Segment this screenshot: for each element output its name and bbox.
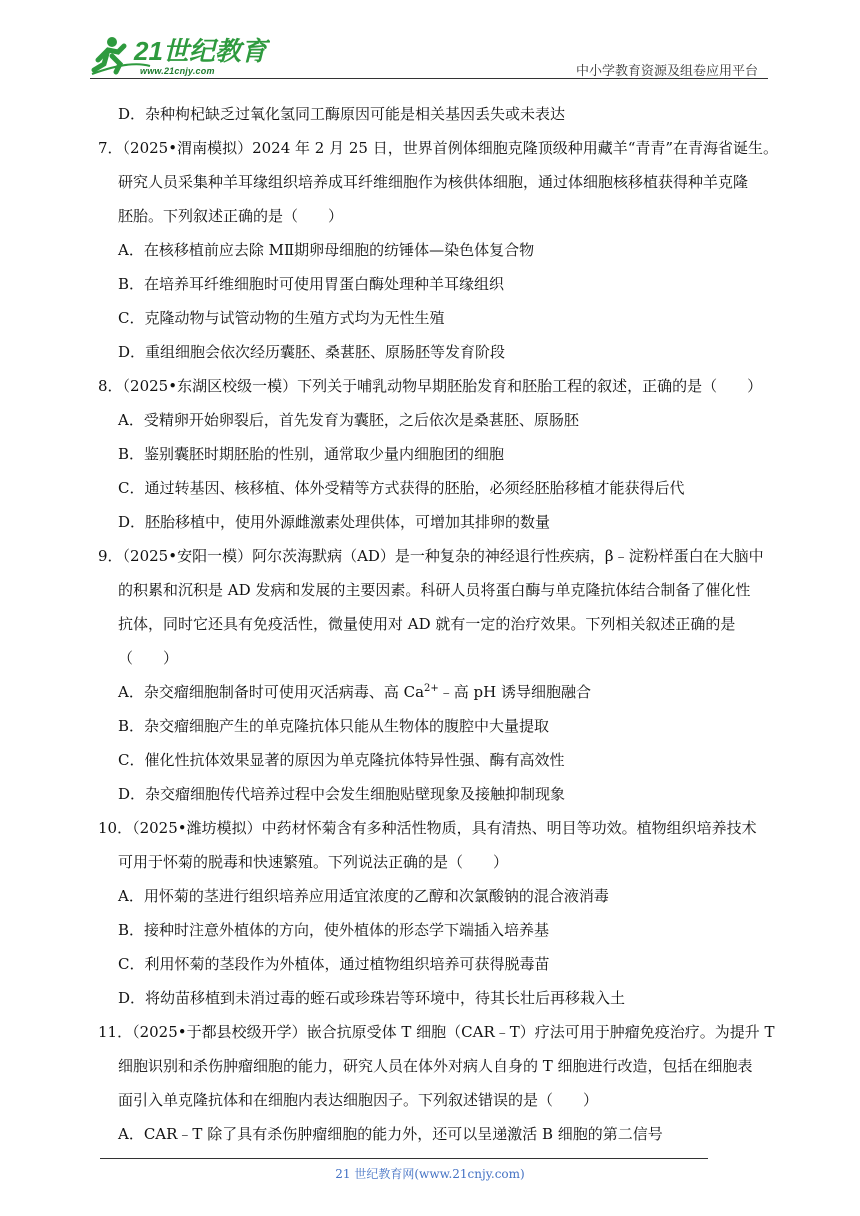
question-10-stem-2: 可用于怀菊的脱毒和快速繁殖。下列说法正确的是（ ）: [118, 853, 509, 871]
question-9-stem: 9．（2025•安阳一模）阿尔茨海默病（AD）是一种复杂的神经退行性疾病，β﹣淀粉样蛋白在大脑中: [98, 547, 764, 565]
option-9c: C．催化性抗体效果显著的原因为单克隆抗体特异性强、酶有高效性: [118, 751, 565, 769]
question-9-stem-2: 的积累和沉积是 AD 发病和发展的主要因素。科研人员将蛋白酶与单克隆抗体结合制备了催化性: [118, 581, 751, 599]
footer-link[interactable]: 21 世纪教育网(www.21cnjy.com): [335, 1167, 525, 1181]
question-10-stem: 10．（2025•潍坊模拟）中药材怀菊含有多种活性物质，具有清热、明目等功效。植物组织培养技术: [98, 819, 757, 837]
logo-url: www.21cnjy.com: [140, 66, 215, 76]
question-11-stem-3: 面引入单克隆抗体和在细胞内表达细胞因子。下列叙述错误的是（ ）: [118, 1091, 599, 1109]
option-9b: B．杂交瘤细胞产生的单克隆抗体只能从生物体的腹腔中大量提取: [118, 717, 550, 735]
question-9-stem-4: （ ）: [118, 649, 179, 667]
option-10d: D．将幼苗移植到未消过毒的蛭石或珍珠岩等环境中，待其长壮后再移栽入土: [118, 989, 626, 1007]
question-9-stem-3: 抗体，同时它还具有免疫活性，微量使用对 AD 就有一定的治疗效果。下列相关叙述正确的是: [118, 615, 736, 633]
logo-text: 21世纪教育: [134, 36, 267, 66]
question-7-stem-2: 研究人员采集种羊耳缘组织培养成耳纤维细胞作为核供体细胞，通过体细胞核移植获得种羊克隆: [118, 173, 749, 191]
option-9a-text: A．杂交瘤细胞制备时可使用灭活病毒、高 Ca: [118, 683, 425, 701]
platform-name: 中小学教育资源及组卷应用平台: [575, 64, 758, 79]
option-8d: D．胚胎移植中，使用外源雌激素处理供体，可增加其排卵的数量: [118, 513, 551, 531]
question-11-stem-2: 细胞识别和杀伤肿瘤细胞的能力，研究人员在体外对病人自身的 T 细胞进行改造，包括在细胞表: [118, 1057, 753, 1075]
option-8b: B．鉴别囊胚时期胚胎的性别，通常取少量内细胞团的细胞: [118, 445, 505, 463]
option-10c: C．利用怀菊的茎段作为外植体，通过植物组织培养可获得脱毒苗: [118, 955, 550, 973]
option-8a: A．受精卵开始卵裂后，首先发育为囊胚，之后依次是桑葚胚、原肠胚: [118, 411, 579, 429]
option-10b: B．接种时注意外植体的方向，使外植体的形态学下端插入培养基: [118, 921, 550, 939]
page-header: [90, 30, 770, 80]
option-7b: B．在培养耳纤维细胞时可使用胃蛋白酶处理种羊耳缘组织: [118, 275, 505, 293]
question-7-stem-3: 胚胎。下列叙述正确的是（ ）: [118, 207, 344, 225]
option-9a: [118, 682, 591, 702]
option-11a: A．CAR﹣T 除了具有杀伤肿瘤细胞的能力外，还可以呈递激活 B 细胞的第二信号: [118, 1125, 663, 1143]
footer-divider: [100, 1158, 708, 1159]
option-7d: D．重组细胞会依次经历囊胚、桑葚胚、原肠胚等发育阶段: [118, 343, 506, 361]
option-9a-superscript: 2+: [424, 683, 439, 694]
question-11-stem: 11．（2025•于都县校级开学）嵌合抗原受体 T 细胞（CAR﹣T）疗法可用于肿瘤免疫治疗。为提升 T: [98, 1023, 775, 1041]
option-9d: D．杂交瘤细胞传代培养过程中会发生细胞贴壁现象及接触抑制现象: [118, 785, 566, 803]
question-8-stem: 8．（2025•东湖区校级一模）下列关于哺乳动物早期胚胎发育和胚胎工程的叙述，正确的是（ ）: [98, 377, 763, 395]
question-7-stem: 7．（2025•渭南模拟）2024 年 2 月 25 日，世界首例体细胞克隆顶级种用藏羊“青青”在青海省诞生。: [98, 139, 779, 157]
option-6d: D．杂种枸杞缺乏过氧化氢同工酶原因可能是相关基因丢失或未表达: [118, 105, 566, 123]
option-7a: A．在核移植前应去除 MⅡ期卵母细胞的纺锤体—染色体复合物: [118, 241, 535, 259]
option-10a: A．用怀菊的茎进行组织培养应用适宜浓度的乙醇和次氯酸钠的混合液消毒: [118, 887, 609, 905]
option-9a-text-end: ﹣高 pH 诱导细胞融合: [438, 683, 592, 701]
header-divider: [90, 78, 768, 79]
option-7c: C．克隆动物与试管动物的生殖方式均为无性生殖: [118, 309, 445, 327]
option-8c: C．通过转基因、核移植、体外受精等方式获得的胚胎，必须经胚胎移植才能获得后代: [118, 479, 685, 497]
site-logo[interactable]: [90, 30, 270, 78]
